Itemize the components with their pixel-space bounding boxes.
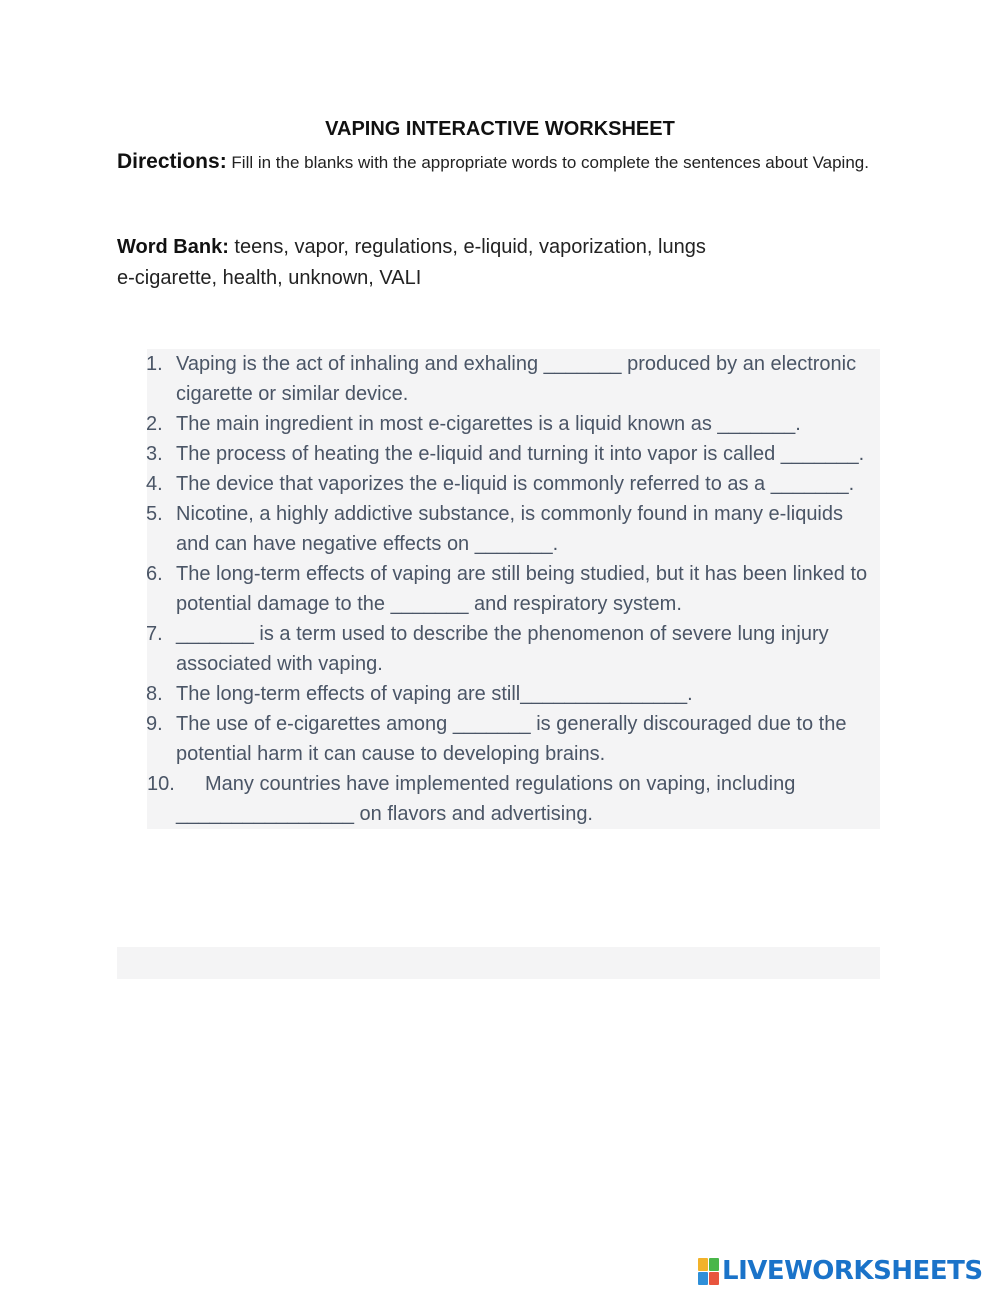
question-number: 2. [146, 413, 163, 435]
empty-answer-band [117, 947, 880, 979]
question-text: The use of e-cigarettes among _______ is generally discouraged due to the potential harm it can cause to developing brains. [176, 713, 847, 765]
question-number: 10. [147, 773, 175, 795]
logo-tile [709, 1272, 719, 1285]
word-bank-words-1: teens, vapor, regulations, e-liquid, vaporization, lungs [228, 236, 706, 258]
question-number: 1. [146, 353, 163, 375]
question-text: The main ingredient in most e-cigarettes is a liquid known as _______. [176, 413, 801, 435]
question-number: 4. [146, 473, 163, 495]
question-number: 9. [146, 713, 163, 735]
question-item [147, 439, 880, 469]
directions-label: Directions: [117, 150, 227, 173]
question-item [147, 499, 880, 559]
question-text: The device that vaporizes the e-liquid is commonly referred to as a _______. [176, 473, 855, 495]
question-text: The long-term effects of vaping are still_______________. [176, 683, 693, 705]
question-item [147, 709, 880, 769]
word-bank-label: Word Bank: [117, 236, 229, 258]
question-text: Vaping is the act of inhaling and exhaling _______ produced by an electronic cigarette or similar device. [176, 353, 857, 405]
question-text: The long-term effects of vaping are still being studied, but it has been linked to potential damage to the _______ and respiratory system. [176, 563, 868, 615]
directions [117, 148, 877, 176]
question-text: Many countries have implemented regulations on vaping, including ________________ on flavors and advertising. [176, 773, 796, 825]
question-item [147, 469, 880, 499]
question-text: _______ is a term used to describe the phenomenon of severe lung injury associated with vaping. [176, 623, 829, 675]
word-bank-line-1 [117, 232, 877, 263]
question-item [147, 679, 880, 709]
word-bank-words-2: e-cigarette, health, unknown, VALI [117, 267, 422, 289]
directions-text: Fill in the blanks with the appropriate words to complete the sentences about Vaping. [226, 153, 869, 172]
liveworksheets-logo [698, 1256, 983, 1286]
liveworksheets-logo-icon [698, 1258, 719, 1285]
worksheet-title: VAPING INTERACTIVE WORKSHEET [325, 118, 675, 140]
question-number: 5. [146, 503, 163, 525]
question-list [147, 349, 880, 829]
question-item [147, 769, 880, 829]
question-text: The process of heating the e-liquid and turning it into vapor is called _______. [176, 443, 865, 465]
logo-text: LIVEWORKSHEETS [722, 1256, 983, 1286]
question-text: Nicotine, a highly addictive substance, is commonly found in many e-liquids and can have negative effects on _______. [176, 503, 844, 555]
logo-tile [698, 1258, 708, 1271]
logo-tile [698, 1272, 708, 1285]
logo-tile [709, 1258, 719, 1271]
question-number: 7. [146, 623, 163, 645]
question-number: 6. [146, 563, 163, 585]
question-number: 3. [146, 443, 163, 465]
question-item [147, 559, 880, 619]
question-item [147, 409, 880, 439]
word-bank [117, 232, 877, 294]
question-number: 8. [146, 683, 163, 705]
question-item [147, 619, 880, 679]
question-item [147, 349, 880, 409]
